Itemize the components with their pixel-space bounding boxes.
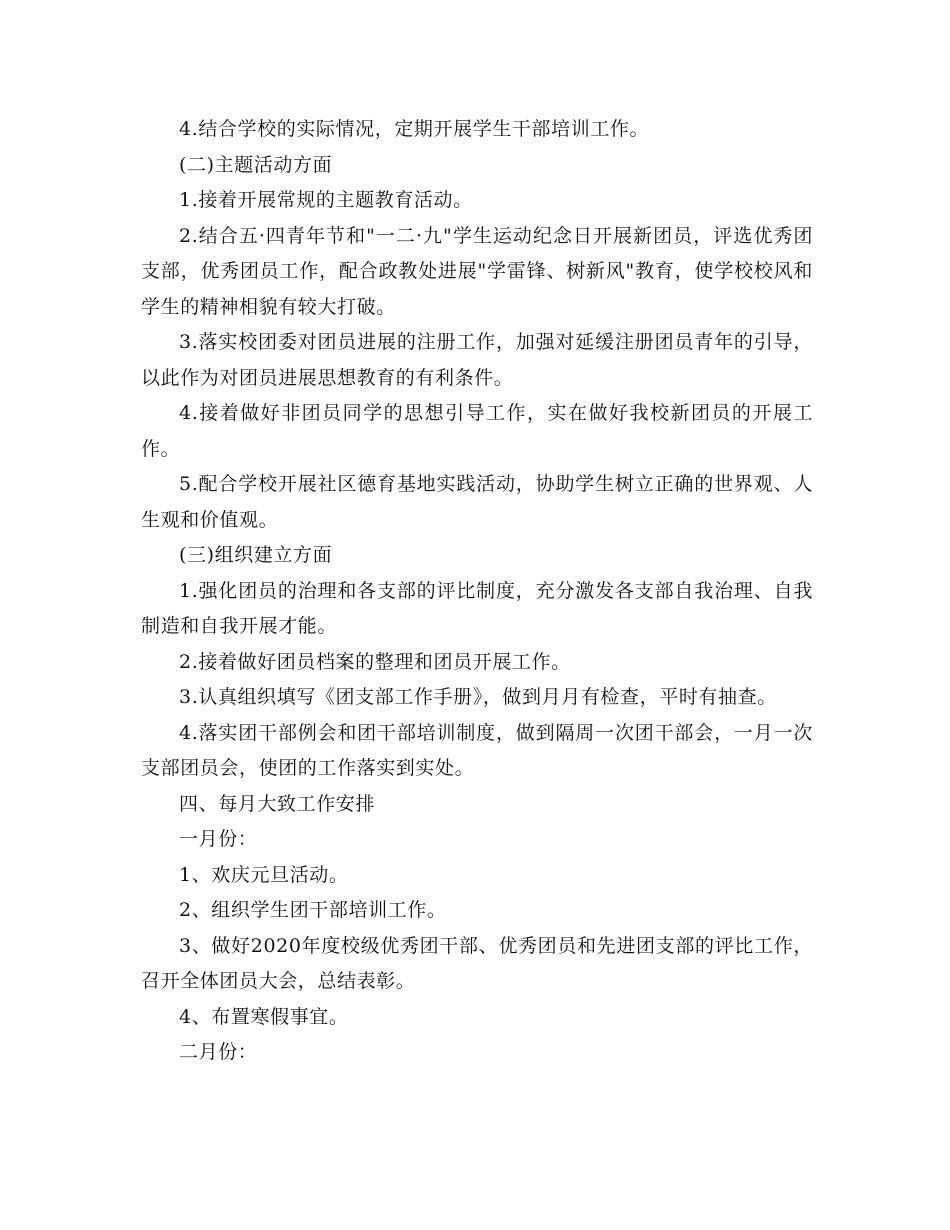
section-heading: 四、每月大致工作安排 — [179, 792, 376, 815]
paragraph: 3.落实校团委对团员进展的注册工作，加强对延缓注册团员青年的引导，以此作为对团员进展思想教育的有利条件。 — [141, 331, 813, 389]
paragraph: 2.结合五·四青年节和"一二·九"学生运动纪念日开展新团员，评选优秀团支部，优秀团员工作，配合政教处进展"学雷锋、树新风"教育，使学校校风和学生的精神相貌有较大打破。 — [141, 224, 813, 318]
month-heading: 二月份： — [179, 1041, 258, 1063]
paragraph: 4.结合学校的实际情况，定期开展学生干部培训工作。 — [179, 118, 650, 140]
paragraph: 1.接着开展常规的主题教育活动。 — [179, 189, 473, 211]
list-item: 3、做好2020年度校级优秀团干部、优秀团员和先进团支部的评比工作，召开全体团员大会，总结表彰。 — [141, 934, 813, 992]
section-heading: (二)主题活动方面 — [179, 153, 333, 176]
paragraph: 4.落实团干部例会和团干部培训制度，做到隔周一次团干部会，一月一次支部团员会，使团的工作落实到实处。 — [141, 721, 813, 779]
document-body — [141, 112, 813, 1071]
paragraph: 2.接着做好团员档案的整理和团员开展工作。 — [179, 650, 571, 673]
list-item: 1、欢庆元旦活动。 — [179, 863, 349, 886]
list-item: 4、布置寒假事宜。 — [179, 1005, 349, 1028]
paragraph: 3.认真组织填写《团支部工作手册》，做到月月有检查，平时有抽查。 — [179, 686, 777, 708]
month-heading: 一月份： — [179, 828, 258, 850]
paragraph: 1.强化团员的治理和各支部的评比制度，充分激发各支部自我治理、自我制造和自我开展才能。 — [141, 579, 813, 637]
paragraph: 5.配合学校开展社区德育基地实践活动，协助学生树立正确的世界观、人生观和价值观。 — [141, 473, 813, 531]
section-heading: (三)组织建立方面 — [179, 544, 333, 566]
list-item: 2、组织学生团干部培训工作。 — [179, 899, 447, 921]
paragraph: 4.接着做好非团员同学的思想引导工作，实在做好我校新团员的开展工作。 — [141, 402, 813, 460]
